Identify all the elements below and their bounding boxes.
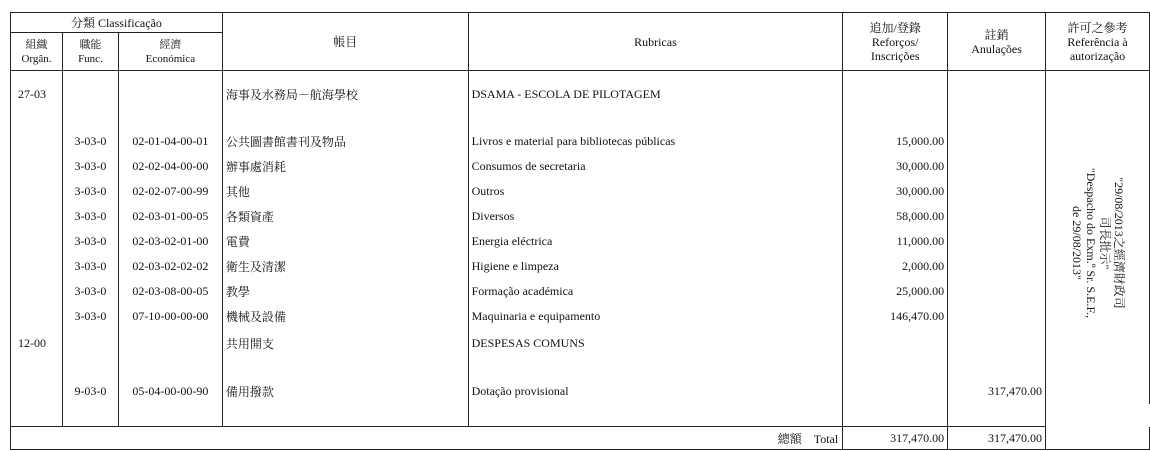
reference-cell bbox=[1046, 71, 1150, 405]
table-row: 9-03-0 05-04-00-00-90 備用撥款 Dotação provisional 317,470.00 bbox=[11, 379, 1150, 404]
table-row: 3-03-0 02-02-07-00-99 其他 Outros 30,000.00 bbox=[11, 179, 1150, 204]
total-label: 總額 Total bbox=[11, 427, 843, 450]
table-row: 3-03-0 02-03-08-00-05 教學 Formação académica 25,000.00 bbox=[11, 279, 1150, 304]
rubrica-pt-header: Rubricas bbox=[468, 13, 843, 71]
table-row: 3-03-0 02-01-04-00-01 公共圖書館書刊及物品 Livros e material para bibliotecas públicas 15,000.00 bbox=[11, 129, 1150, 154]
classification-header: 分類 Classificação bbox=[11, 13, 223, 33]
referencia-header: 許可之參考 Referência à autorização bbox=[1046, 13, 1150, 71]
reforcos-header: 追加/登錄 Reforços/ Inscrições bbox=[843, 13, 948, 71]
section-organica: 12-00 bbox=[11, 329, 63, 357]
section-organica: 27-03 bbox=[11, 71, 63, 108]
table-row: 3-03-0 02-03-02-02-02 衛生及清潔 Higiene e limpeza 2,000.00 bbox=[11, 254, 1150, 279]
anulacoes-header: 註銷 Anulações bbox=[948, 13, 1046, 71]
budget-table bbox=[10, 12, 1150, 450]
table-row: 3-03-0 02-03-02-01-00 電費 Energia eléctrica 11,000.00 bbox=[11, 229, 1150, 254]
table-row: 3-03-0 07-10-00-00-00 機械及設備 Maquinaria e equipamento 146,470.00 bbox=[11, 304, 1150, 329]
table-row: 3-03-0 02-02-04-00-00 辦事處消耗 Consumos de secretaria 30,000.00 bbox=[11, 154, 1150, 179]
budget-table-container bbox=[10, 12, 1150, 450]
section-title-zh: 海事及水務局－航海學校 bbox=[222, 71, 468, 108]
total-anulacoes: 317,470.00 bbox=[948, 427, 1046, 450]
reference-text: "29/08/2013之經濟財政司 司長批示" "Despacho do Exm.º Sr. S.E.F., de 29/08/2013" bbox=[1069, 167, 1126, 318]
section-title-pt: DESPESAS COMUNS bbox=[468, 329, 843, 357]
section-title-pt: DSAMA - ESCOLA DE PILOTAGEM bbox=[468, 71, 843, 108]
organica-header: 組織 Orgân. bbox=[11, 33, 63, 71]
funcional-header: 職能 Func. bbox=[62, 33, 118, 71]
economica-header: 經濟 Económica bbox=[118, 33, 222, 71]
section-title-zh: 共用開支 bbox=[222, 329, 468, 357]
table-row: 3-03-0 02-03-01-00-05 各類資產 Diversos 58,000.00 bbox=[11, 204, 1150, 229]
total-reforcos: 317,470.00 bbox=[843, 427, 948, 450]
total-row bbox=[11, 427, 1150, 450]
rubrica-zh-header: 帳目 bbox=[222, 13, 468, 71]
